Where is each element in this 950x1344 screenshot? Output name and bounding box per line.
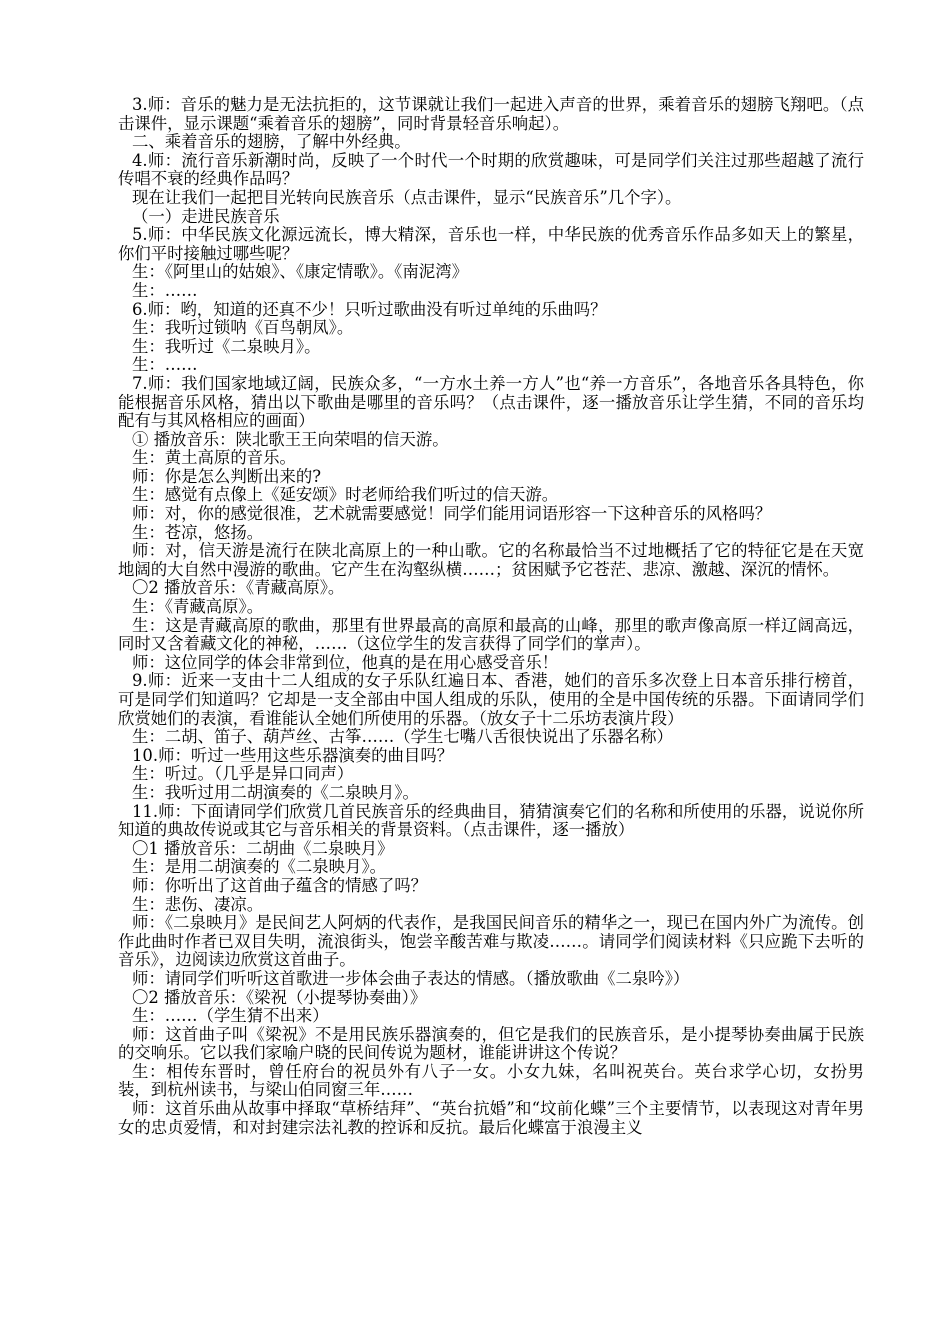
paragraph-9: 9.师：近来一支由十二人组成的女子乐队红遍日本、香港，她们的音乐多次登上日本音乐排行榜首，可是同学们知道吗？它却是一支全部由中国人组成的乐队，使用的全是中国传统的乐器。下面请同学们欣赏她们的表演，看谁能认全她们所使用的乐器。（放女子十二乐坊表演片段） [118, 671, 864, 728]
music-item-2: 〇2 播放音乐：《青藏高原》。 [132, 578, 345, 598]
music-item-1: ① 播放音乐：陕北歌王王向荣唱的信天游。 [132, 429, 449, 449]
student-line: 生：悲伤、凄凉。 [132, 894, 264, 914]
teacher-line: 师：这位同学的体会非常到位，他真的是在用心感受音乐！ [132, 652, 559, 672]
student-line: 生：感觉有点像上《延安颂》时老师给我们听过的信天游。 [132, 485, 559, 505]
student-line: 生：《阿里山的姑娘》、《康定情歌》。《南泥湾》 [132, 262, 468, 282]
music-item-1: 〇1 播放音乐：二胡曲《二泉映月》 [132, 838, 394, 858]
teacher-line: 师：对，信天游是流行在陕北高原上的一种山歌。它的名称最恰当不过地概括了它的特征它是在天宽地阔的大自然中漫游的歌曲。它产生在沟壑纵横……；贫困赋予它苍茫、悲凉、激越、深沉的情怀。 [118, 541, 864, 579]
student-line: 生：听过。（几乎是异口同声） [132, 764, 354, 784]
paragraph-4-continued: 现在让我们一起把目光转向民族音乐（点击课件，显示“民族音乐”几个字）。 [132, 187, 682, 207]
subsection-heading-1: （一）走进民族音乐 [132, 206, 280, 226]
student-line: 生：苍凉，悠扬。 [132, 522, 264, 542]
student-line: 生：相传东晋时，曾任府台的祝员外有八子一女。小女九妹，名叫祝英台。英台求学心切，女扮男装，到杭州读书，与梁山伯同窗三年…… [118, 1061, 864, 1100]
paragraph-7: 7.师：我们国家地域辽阔，民族众多，“一方水土养一方人”也“养一方音乐”，各地音乐各具特色，你能根据音乐风格，猜出以下歌曲是哪里的音乐吗？（点击课件，逐一播放音乐让学生猜，不同的音乐均配有与其风格相应的画面） [118, 373, 864, 431]
paragraph-3: 3.师：音乐的魅力是无法抗拒的，这节课就让我们一起进入声音的世界，乘着音乐的翅膀飞翔吧。（点击课件，显示课题“乘着音乐的翅膀”，同时背景轻音乐响起）。 [118, 95, 864, 133]
student-line: 生：……（学生猜不出来） [132, 1006, 329, 1026]
music-item-2: 〇2 播放音乐：《梁祝（小提琴协奏曲）》 [132, 987, 427, 1007]
student-line: 生：…… [132, 280, 198, 300]
student-line: 生：是用二胡演奏的《二泉映月》。 [132, 857, 387, 877]
teacher-line: 师：这首曲子叫《梁祝》不是用民族乐器演奏的，但它是我们的民族音乐，是小提琴协奏曲属于民族的交响乐。它以我们家喻户晓的民间传说为题材，谁能讲讲这个传说？ [118, 1024, 864, 1063]
student-line: 生：我听过锁呐《百鸟朝凤》。 [132, 318, 354, 338]
student-line: 生：《青藏高原》。 [132, 597, 264, 617]
teacher-line: 师：你是怎么判断出来的? [132, 466, 322, 486]
student-line: 生：…… [132, 355, 198, 375]
teacher-line: 师：这首乐曲从故事中择取“草桥结拜”、“英台抗婚”和“坟前化蝶”三个主要情节，以表现这对青年男女的忠贞爱情，和对封建宗法礼教的控诉和反抗。最后化蝶富于浪漫主义 [118, 1099, 864, 1137]
paragraph-11: 11.师：下面请同学们欣赏几首民族音乐的经典曲目，猜猜演奏它们的名称和所使用的乐器，说说你所知道的典故传说或其它与音乐相关的背景资料。（点击课件，逐一播放） [118, 801, 864, 840]
student-line: 生：二胡、笛子、葫芦丝、古筝……（学生七嘴八舌很快说出了乐器名称） [132, 727, 673, 747]
paragraph-6: 6.师：哟，知道的还真不少！只听过歌曲没有听过单纯的乐曲吗？ [132, 299, 607, 319]
teacher-line: 师：请同学们听听这首歌进一步体会曲子表达的情感。（播放歌曲《二泉吟》） [132, 968, 690, 988]
paragraph-5: 5.师：中华民族文化源远流长，博大精深，音乐也一样，中华民族的优秀音乐作品多如天上的繁星，你们平时接触过哪些呢？ [118, 225, 864, 263]
teacher-line: 师：《二泉映月》是民间艺人阿炳的代表作，是我国民间音乐的精华之一，现已在国内外广为流传。创作此曲时作者已双目失明，流浪街头，饱尝辛酸苦难与欺凌……。请同学们阅读材料《只应跪下去听的音乐》，边阅读边欣赏这首曲子。 [118, 913, 864, 970]
teacher-line: 师：对，你的感觉很准，艺术就需要感觉！同学们能用词语形容一下这种音乐的风格吗？ [132, 504, 772, 524]
section-heading-2: 二、乘着音乐的翅膀，了解中外经典。 [132, 132, 411, 152]
student-line: 生：我听过《二泉映月》。 [132, 336, 321, 356]
student-line: 生：我听过用二胡演奏的《二泉映月》。 [132, 782, 419, 802]
teacher-line: 师：你听出了这首曲子蕴含的情感了吗？ [132, 875, 428, 895]
paragraph-4: 4.师：流行音乐新潮时尚，反映了一个时代一个时期的欣赏趣味，可是同学们关注过那些超越了流行传唱不衰的经典作品吗？ [118, 150, 864, 189]
paragraph-10: 10.师：听过一些用这些乐器演奏的曲目吗？ [132, 745, 454, 765]
student-line: 生：这是青藏高原的歌曲，那里有世界最高的高原和最高的山峰，那里的歌声像高原一样辽阔高远，同时又含着藏文化的神秘，……（这位学生的发言获得了同学们的掌声）。 [118, 615, 864, 654]
student-line: 生：黄土高原的音乐。 [132, 448, 296, 468]
document-page [118, 96, 864, 1137]
